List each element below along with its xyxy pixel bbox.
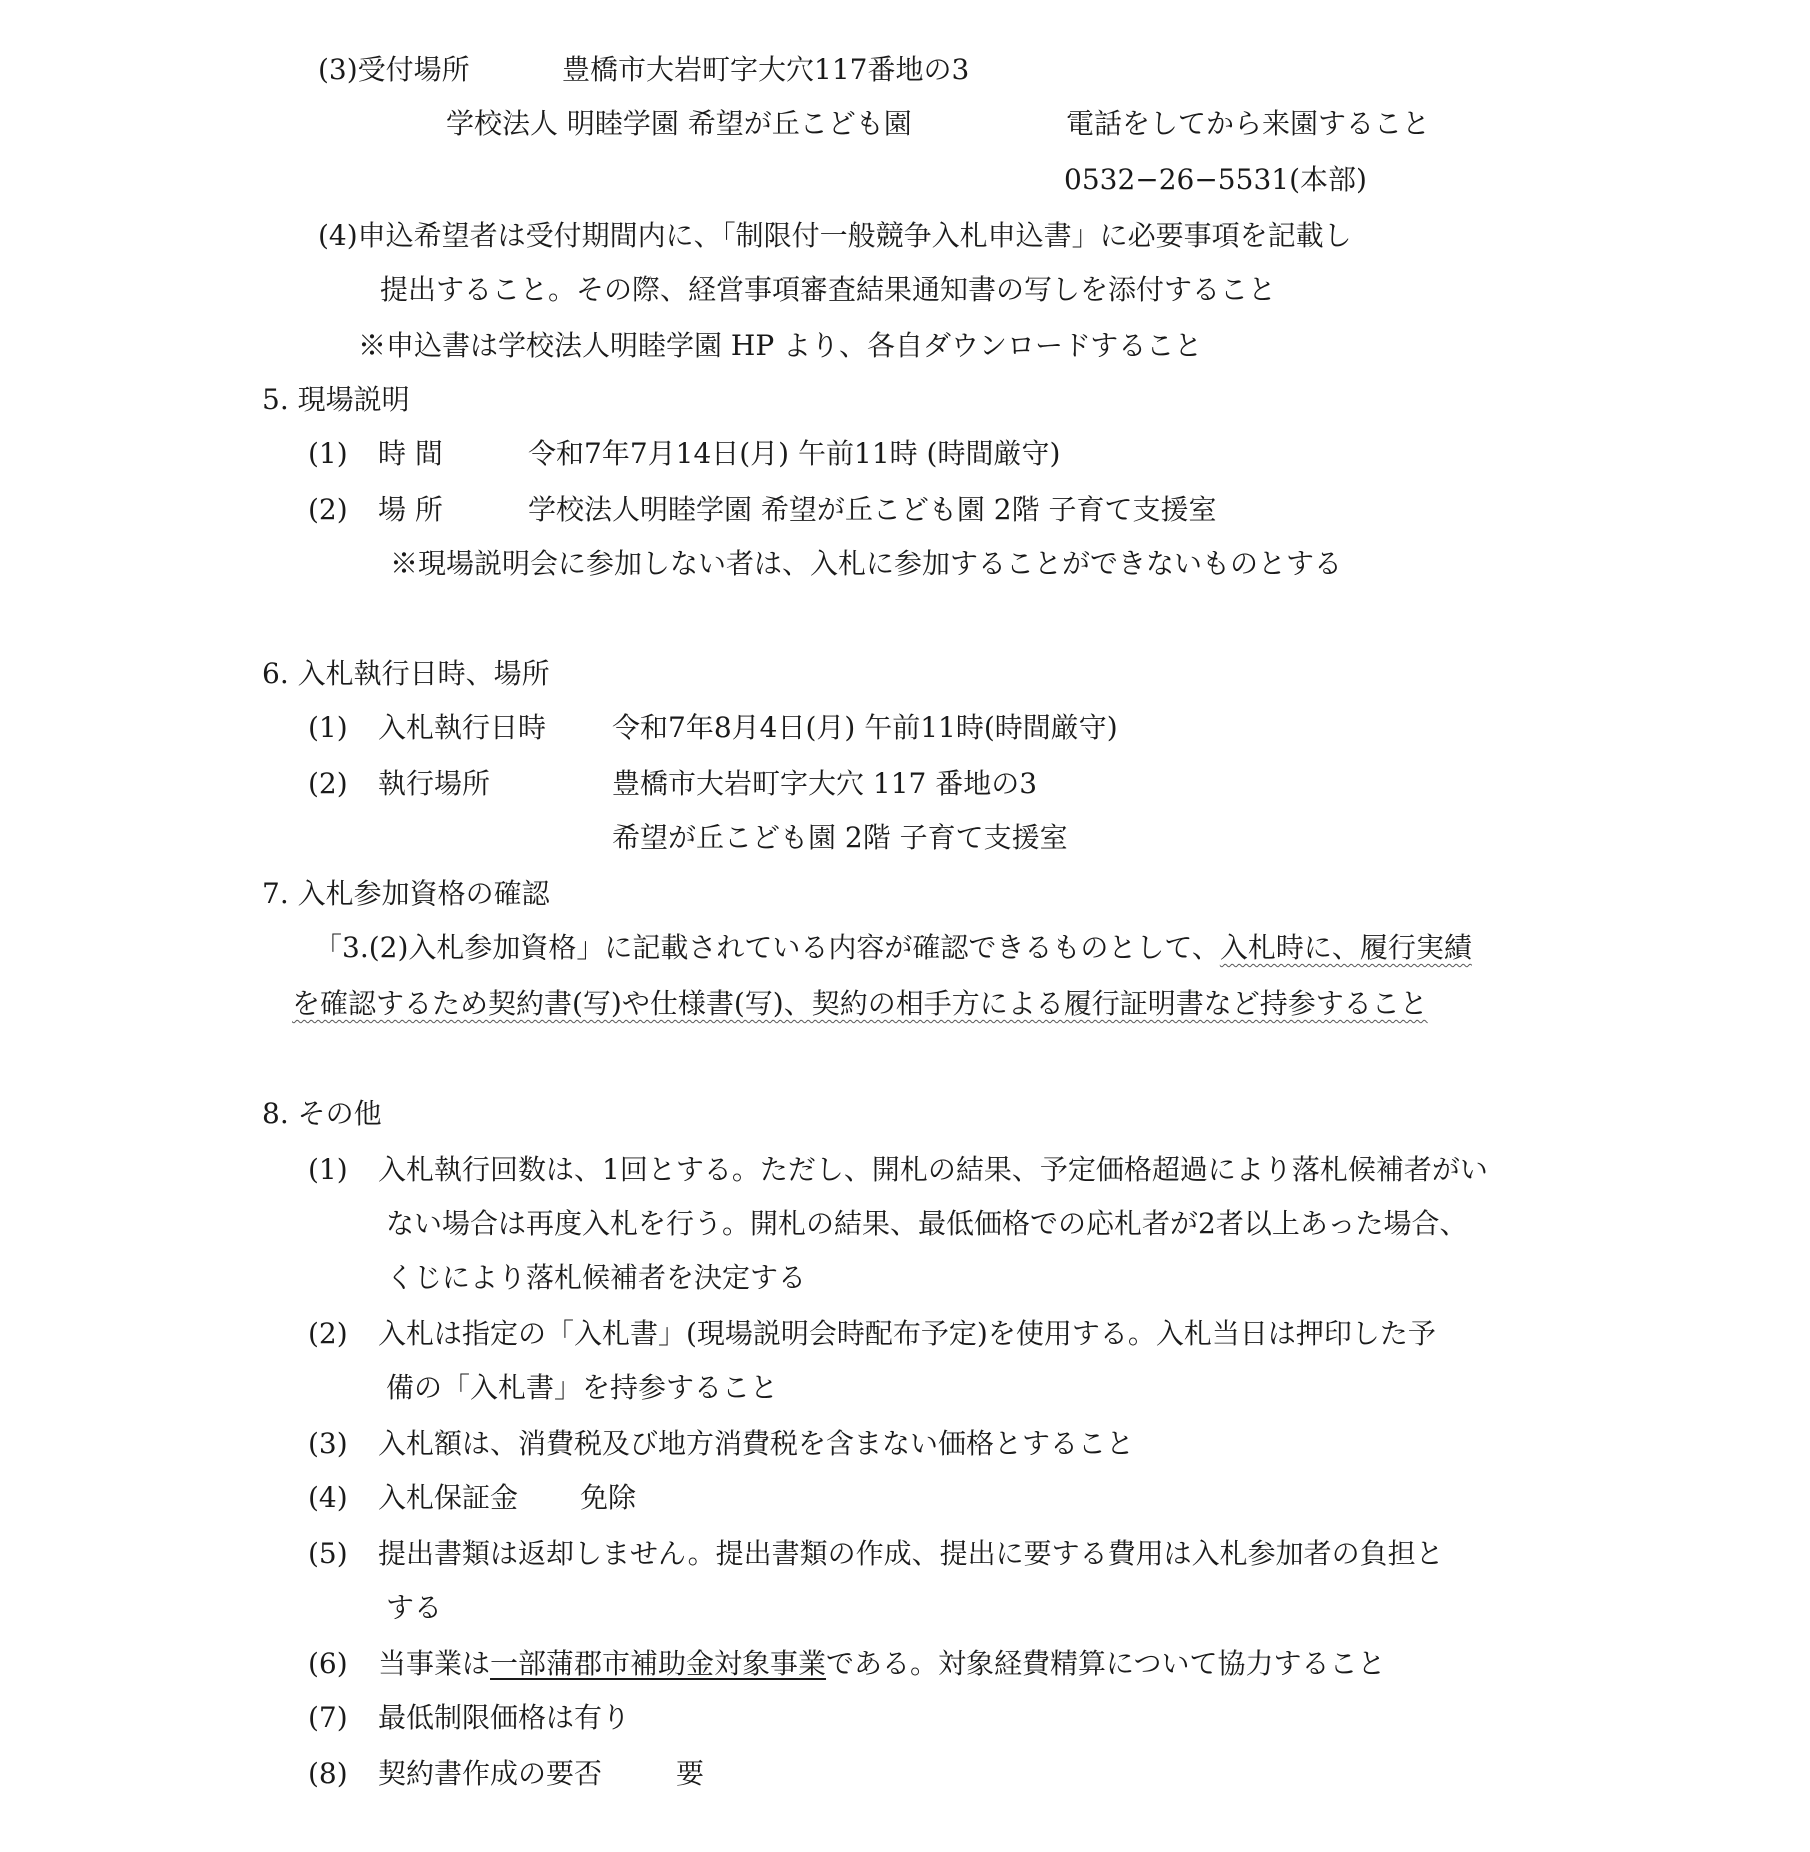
s4-item4-line2: 提出すること。その際、経営事項審査結果通知書の写しを添付すること: [380, 273, 1277, 306]
s8-item6-text: [378, 1644, 1385, 1684]
s8-heading: 8. その他: [262, 1097, 382, 1130]
s6-item1-value: 令和7年8月4日(月) 午前11時(時間厳守): [612, 711, 1118, 744]
s6-item2-value: 豊橋市大岩町字大穴 117 番地の3: [612, 767, 1038, 800]
s6-item1-number: (1): [308, 711, 348, 744]
s5-item2-number: (2): [308, 493, 348, 526]
s8-item6-text-underlined: 一部蒲郡市補助金対象事業: [490, 1647, 827, 1680]
s8-item1-line2: ない場合は再度入札を行う。開札の結果、最低価格での応札者が2者以上あった場合、: [386, 1207, 1468, 1240]
s8-item5-line2: する: [386, 1591, 443, 1624]
s5-note: ※現場説明会に参加しない者は、入札に参加することができないものとする: [390, 547, 1343, 580]
s6-heading: 6. 入札執行日時、場所: [262, 657, 550, 690]
s7-body-line2: を確認するため契約書(写)や仕様書(写)、契約の相手方による履行証明書など持参すること: [292, 987, 1428, 1020]
s6-item2-number: (2): [308, 767, 348, 800]
s7-heading: 7. 入札参加資格の確認: [262, 877, 550, 910]
s4-item4-note: ※申込書は学校法人明睦学園 HP より、各自ダウンロードすること: [358, 329, 1203, 362]
s8-item8-value: 要: [676, 1757, 705, 1790]
s6-item1-label: 入札執行日時: [378, 711, 547, 744]
s7-body-line1-emphasis: 入札時に、履行実績: [1219, 931, 1472, 964]
s8-item8-label: 契約書作成の要否: [378, 1757, 603, 1790]
s4-item3-phone: 0532−26−5531(本部): [1064, 163, 1367, 196]
s4-item3-address: 豊橋市大岩町字大穴117番地の3: [562, 53, 970, 86]
s8-item5-number: (5): [308, 1537, 348, 1570]
s6-item2-label: 執行場所: [378, 767, 491, 800]
s8-item1-line1: 入札執行回数は、1回とする。ただし、開札の結果、予定価格超過により落札候補者がい: [378, 1153, 1488, 1186]
s5-item2-label: 場 所: [378, 493, 443, 526]
s8-item4-number: (4): [308, 1481, 348, 1514]
s8-item2-line2: 備の「入札書」を持参すること: [386, 1371, 779, 1404]
s5-item1-value: 令和7年7月14日(月) 午前11時 (時間厳守): [528, 437, 1061, 470]
s8-item1-number: (1): [308, 1153, 348, 1186]
s8-item3-number: (3): [308, 1427, 348, 1460]
s8-item2-line1: 入札は指定の「入札書」(現場説明会時配布予定)を使用する。入札当日は押印した予: [378, 1317, 1436, 1350]
s4-item3-phone-note: 電話をしてから来園すること: [1066, 107, 1431, 140]
s6-item2-value-line2: 希望が丘こども園 2階 子育て支援室: [612, 821, 1068, 854]
s8-item3-text: 入札額は、消費税及び地方消費税を含まない価格とすること: [378, 1427, 1135, 1460]
s8-item4-label: 入札保証金: [378, 1481, 519, 1514]
s5-heading: 5. 現場説明: [262, 383, 410, 416]
s4-item4-line1: (4)申込希望者は受付期間内に、「制限付一般競争入札申込書」に必要事項を記載し: [318, 219, 1352, 252]
s8-item7-text: 最低制限価格は有り: [378, 1701, 631, 1734]
s8-item6-text-c: である。対象経費精算について協力すること: [826, 1647, 1386, 1680]
s8-item6-text-a: 当事業は: [378, 1647, 491, 1680]
s8-item4-value: 免除: [580, 1481, 637, 1514]
s5-item2-value: 学校法人明睦学園 希望が丘こども園 2階 子育て支援室: [528, 493, 1217, 526]
s8-item5-line1: 提出書類は返却しません。提出書類の作成、提出に要する費用は入札参加者の負担と: [378, 1537, 1444, 1570]
s8-item7-number: (7): [308, 1701, 348, 1734]
s8-item6-number: (6): [308, 1647, 348, 1680]
s8-item2-number: (2): [308, 1317, 348, 1350]
s5-item1-label: 時 間: [378, 437, 443, 470]
s7-body-line1-plain: 「3.(2)入札参加資格」に記載されている内容が確認できるものとして、: [314, 931, 1220, 964]
s4-item3-label: (3)受付場所: [318, 53, 470, 86]
s8-item1-line3: くじにより落札候補者を決定する: [386, 1261, 807, 1294]
s8-item8-number: (8): [308, 1757, 348, 1790]
s4-item3-org: 学校法人 明睦学園 希望が丘こども園: [446, 107, 912, 140]
s7-body-line1: [314, 928, 1472, 968]
s5-item1-number: (1): [308, 437, 348, 470]
